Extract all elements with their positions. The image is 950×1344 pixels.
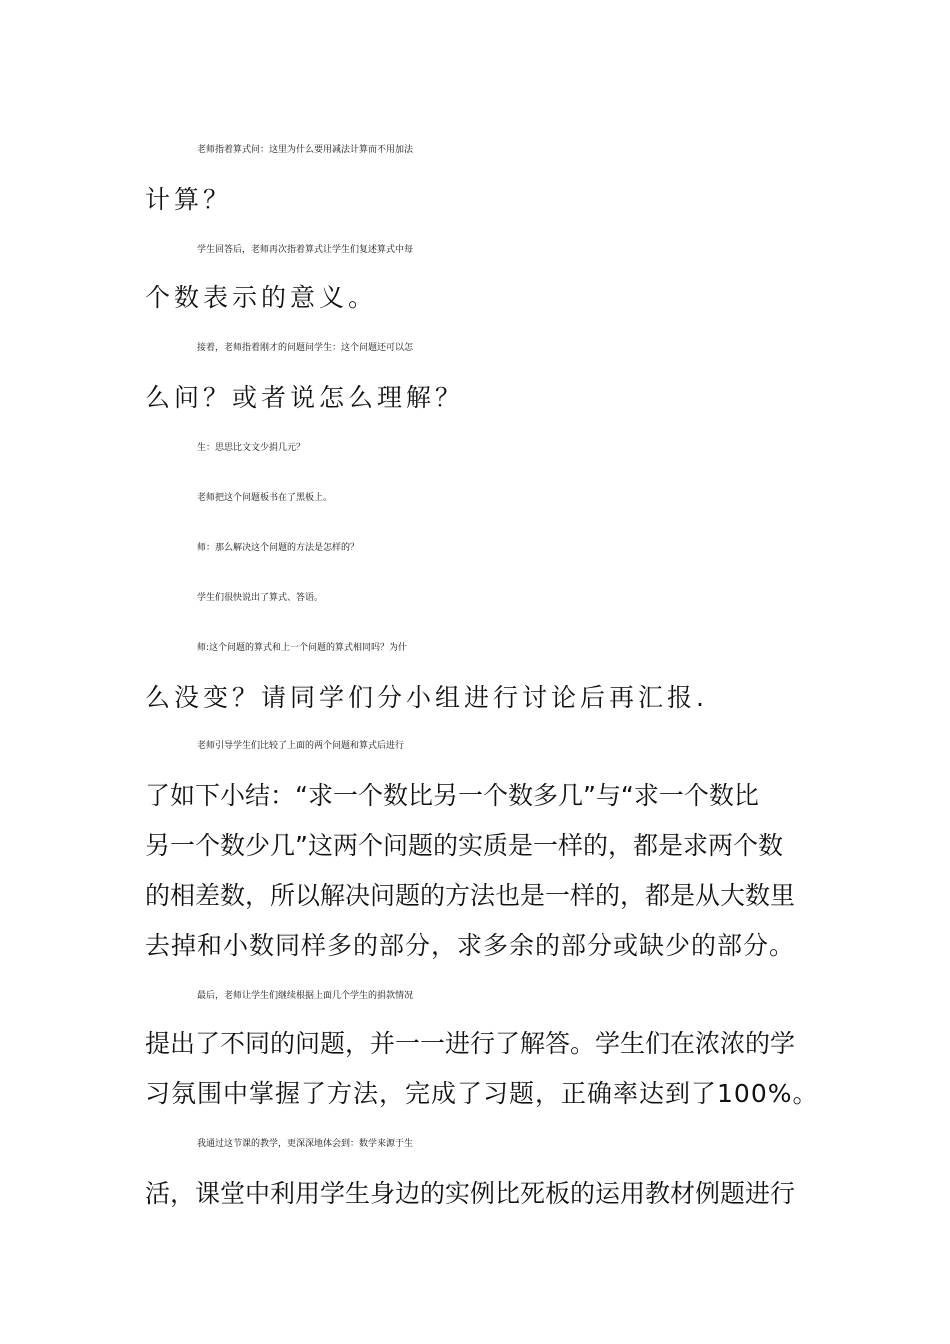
- text-line: 最后，老师让学生们继续根据上面几个学生的捐款情况: [197, 991, 414, 1001]
- text-line: 接着，老师指着刚才的问题问学生：这个问题还可以怎: [197, 343, 414, 353]
- text-line: 老师引导学生们比较了上面的两个问题和算式后进行: [197, 741, 405, 751]
- text-line: 学生回答后，老师再次指着算式让学生们复述算式中每: [197, 245, 414, 255]
- text-line: 另一个数少几”这两个问题的实质是一样的，都是求两个数: [145, 831, 783, 860]
- text-line: 去掉和小数同样多的部分，求多余的部分或缺少的部分。: [145, 931, 796, 960]
- text-line: 老师把这个问题板书在了黑板上。: [197, 493, 333, 503]
- text-line: 师：那么解决这个问题的方法是怎样的？: [197, 543, 360, 553]
- text-line: 么问？或者说怎么理解？: [145, 383, 465, 412]
- text-line: 老师指着算式问：这里为什么要用减法计算而不用加法: [197, 145, 414, 155]
- text-line: 提出了不同的问题，并一一进行了解答。学生们在浓浓的学: [145, 1029, 796, 1058]
- text-line: 么没变？请同学们分小组进行讨论后再汇报.: [145, 683, 708, 712]
- text-line: 活，课堂中利用学生身边的实例比死板的运用教材例题进行: [145, 1179, 796, 1208]
- text-line: 生：思思比文文少捐几元？: [197, 443, 306, 453]
- text-line: 我通过这节课的教学，更深深地体会到：数学来源于生: [197, 1139, 414, 1149]
- text-line: 学生们很快说出了算式、答语。: [197, 593, 324, 603]
- text-line: 个数表示的意义。: [145, 283, 378, 312]
- text-line: 了如下小结：“求一个数比另一个数多几”与“求一个数比: [145, 781, 759, 810]
- text-line: 计算？: [145, 185, 233, 214]
- text-line: 的相差数，所以解决问题的方法也是一样的，都是从大数里: [145, 881, 796, 910]
- text-line: 师:这个问题的算式和上一个问题的算式相同吗？为什: [197, 643, 408, 653]
- text-line: 习氛围中掌握了方法，完成了习题，正确率达到了100%。: [145, 1079, 819, 1108]
